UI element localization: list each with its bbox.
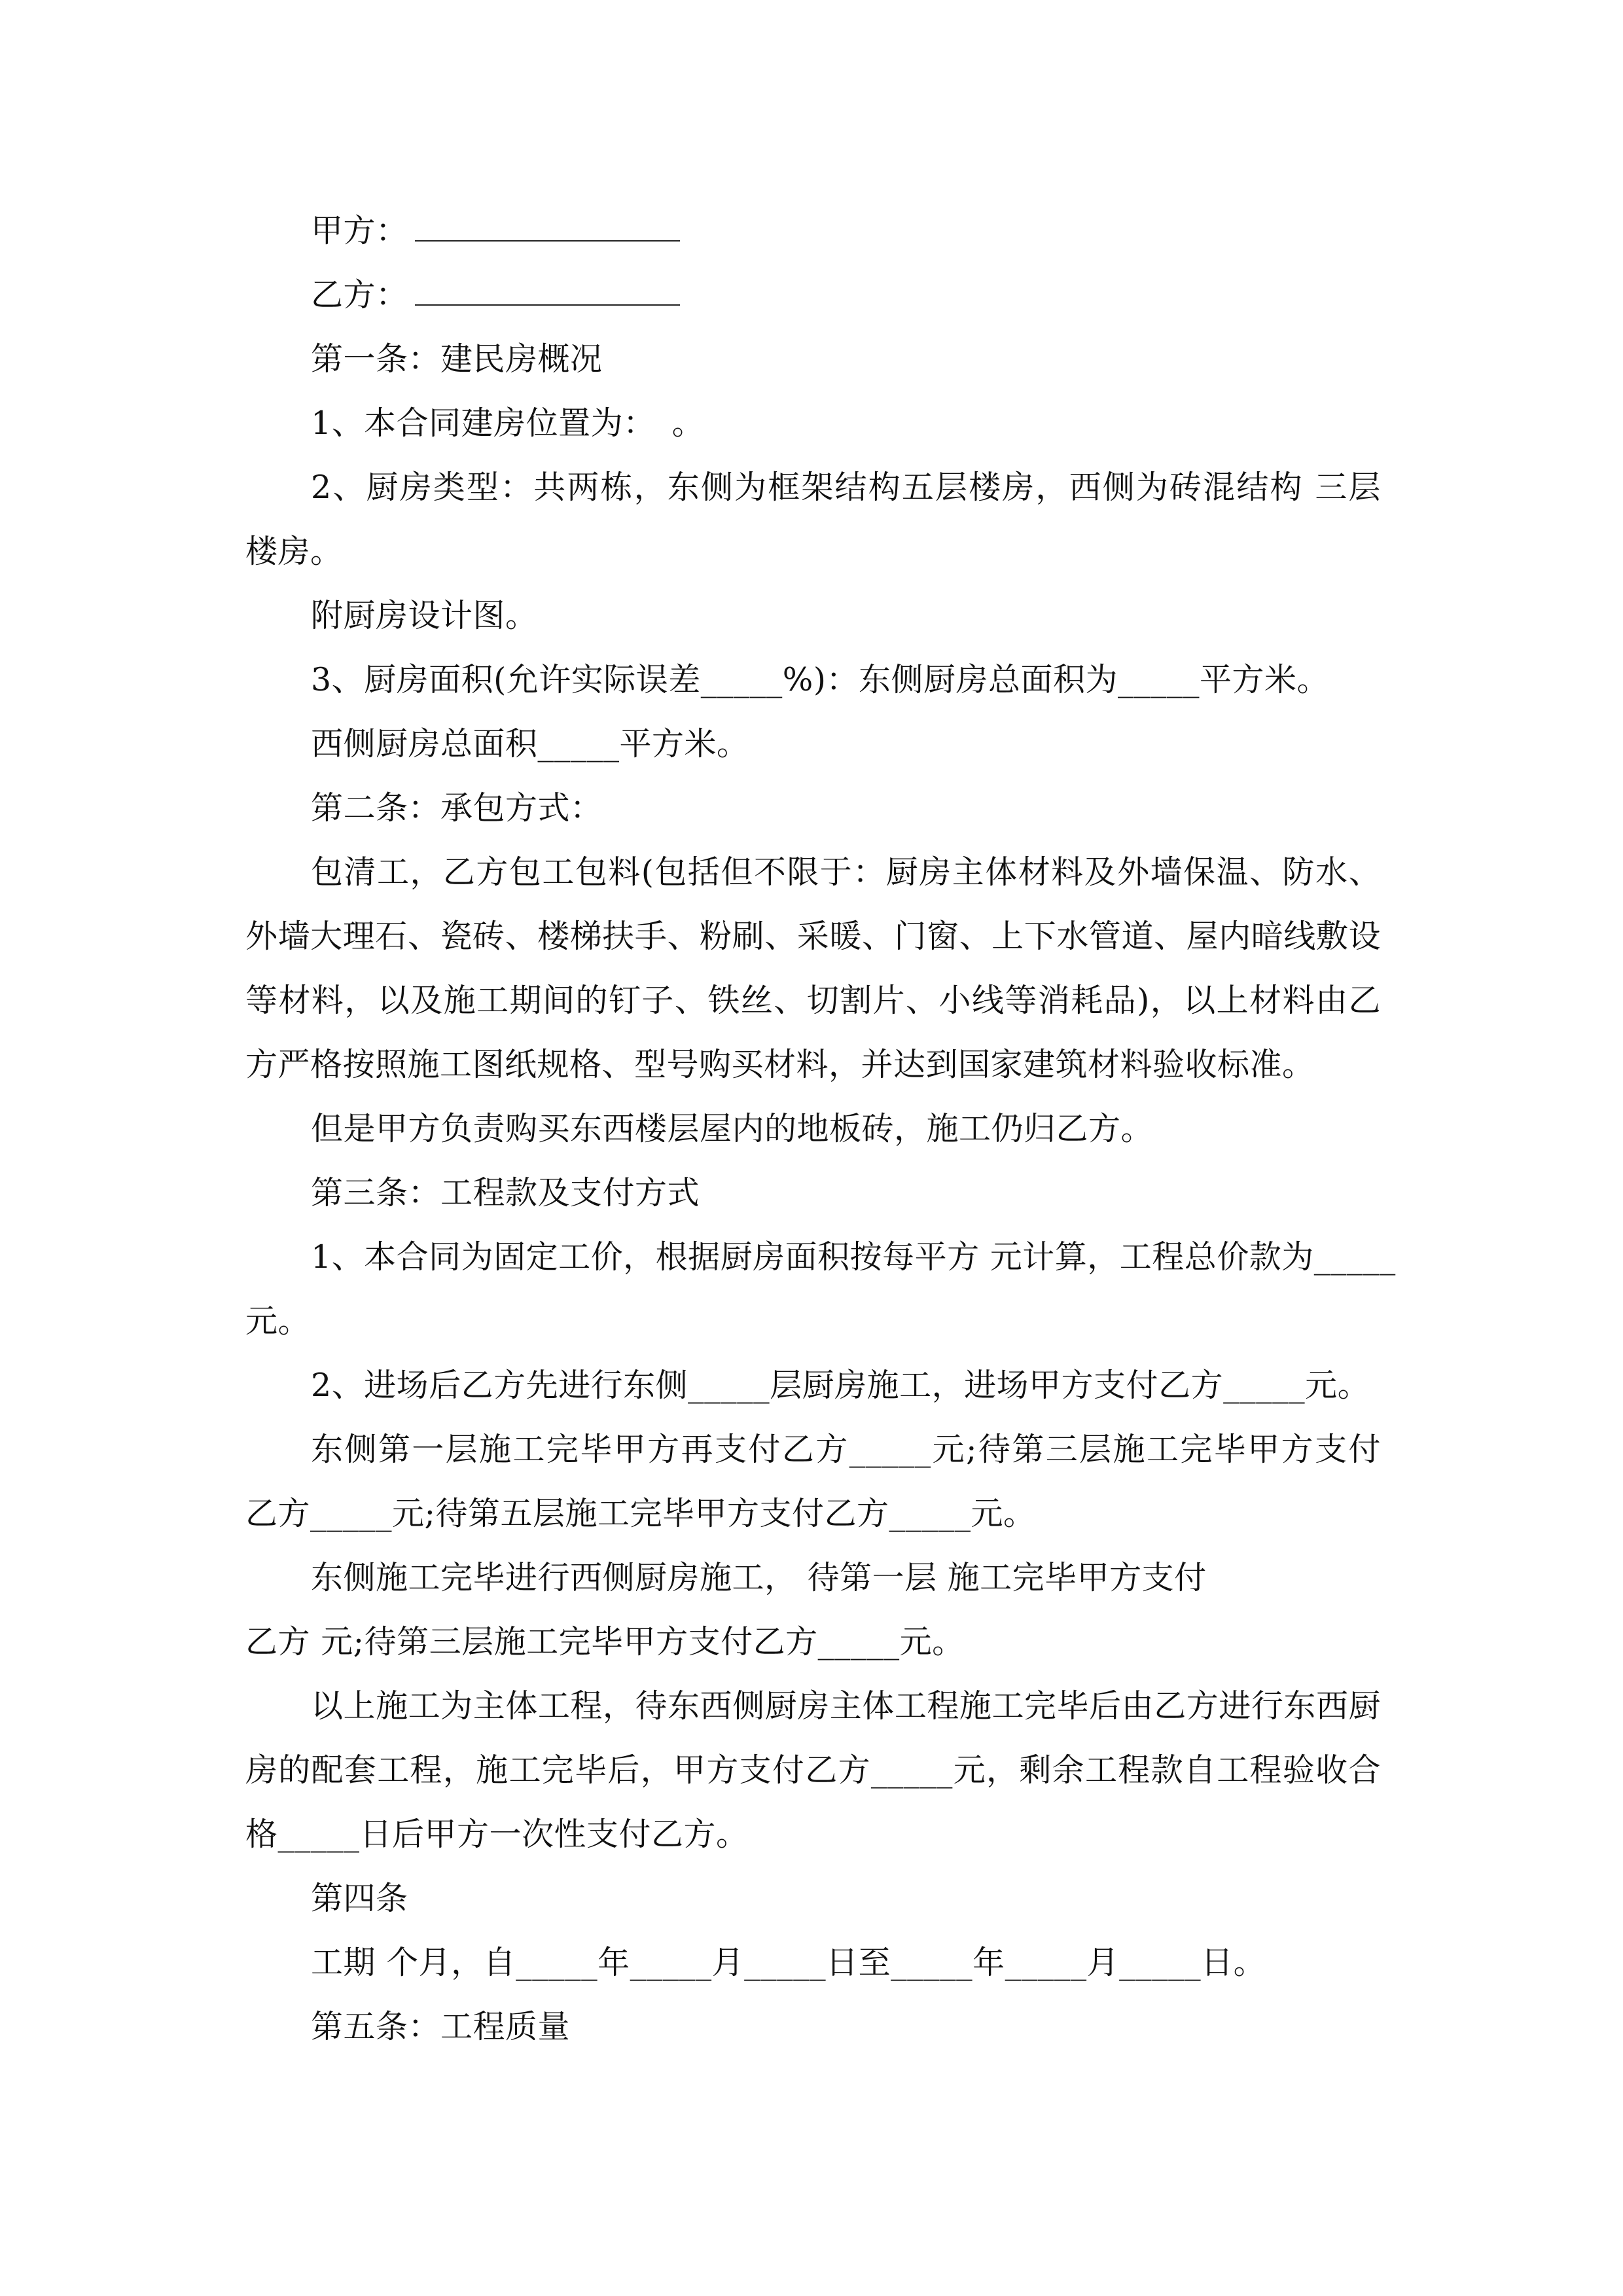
paragraph-line: 元。: [245, 1302, 311, 1340]
paragraph-line: 包清工，乙方包工包料(包括但不限于：厨房主体材料及外墙保温、防水、: [311, 853, 1381, 891]
paragraph-line: 乙方_____元;待第五层施工完毕甲方支付乙方_____元。: [245, 1495, 1036, 1532]
article-3-heading: 第三条：工程款及支付方式: [311, 1174, 700, 1211]
party-a-label: 甲方：: [311, 212, 408, 249]
party-b-line: [245, 263, 1381, 327]
article-5-heading: 第五条：工程质量: [311, 2008, 571, 2045]
party-b-blank: [415, 278, 680, 306]
paragraph-line: 3、厨房面积(允许实际误差_____%)：东侧厨房总面积为_____平方米。: [311, 661, 1329, 698]
paragraph-line: 附厨房设计图。: [311, 597, 538, 634]
paragraph-line: 格_____日后甲方一次性支付乙方。: [245, 1816, 749, 1853]
paragraph-line: 但是甲方负责购买东西楼层屋内的地板砖，施工仍归乙方。: [311, 1110, 1154, 1147]
paragraph-line: 西侧厨房总面积_____平方米。: [311, 725, 749, 762]
paragraph-line: 东侧施工完毕进行西侧厨房施工， 待第一层 施工完毕甲方支付: [311, 1559, 1207, 1596]
paragraph-line: 2、厨房类型：共两栋，东侧为框架结构五层楼房，西侧为砖混结构 三层: [311, 469, 1381, 506]
article-2-heading: 第二条：承包方式：: [311, 789, 603, 827]
paragraph-line: 楼房。: [245, 533, 343, 570]
paragraph-line: 以上施工为主体工程，待东西侧厨房主体工程施工完毕后由乙方进行东西厨: [311, 1687, 1381, 1725]
paragraph-line: 1、本合同建房位置为： 。: [311, 404, 705, 442]
paragraph-line: 房的配套工程，施工完毕后，甲方支付乙方_____元，剩余工程款自工程验收合: [245, 1751, 1381, 1789]
paragraph-line: 工期 个月，自_____年_____月_____日至_____年_____月_____日。: [311, 1944, 1266, 1981]
paragraph-line: 方严格按照施工图纸规格、型号购买材料，并达到国家建筑材料验收标准。: [245, 1046, 1315, 1083]
paragraph-line: 2、进场后乙方先进行东侧_____层厨房施工，进场甲方支付乙方_____元。: [311, 1367, 1370, 1404]
party-b-label: 乙方：: [311, 276, 408, 314]
party-a-blank: [415, 214, 680, 242]
article-4-heading: 第四条: [311, 1880, 408, 1917]
paragraph-line: 等材料，以及施工期间的钉子、铁丝、切割片、小线等消耗品)，以上材料由乙: [245, 982, 1381, 1019]
paragraph-line: 外墙大理石、瓷砖、楼梯扶手、粉刷、采暖、门窗、上下水管道、屋内暗线敷设: [245, 918, 1381, 955]
paragraph-line: 东侧第一层施工完毕甲方再支付乙方_____元;待第三层施工完毕甲方支付: [311, 1431, 1381, 1468]
article-1-heading: 第一条：建民房概况: [311, 340, 603, 378]
paragraph-line: 1、本合同为固定工价，根据厨房面积按每平方 元计算，工程总价款为_____: [311, 1238, 1396, 1276]
contract-body: [245, 199, 1396, 2059]
party-a-line: [245, 199, 1381, 263]
paragraph-line: 乙方 元;待第三层施工完毕甲方支付乙方_____元。: [245, 1623, 965, 1660]
